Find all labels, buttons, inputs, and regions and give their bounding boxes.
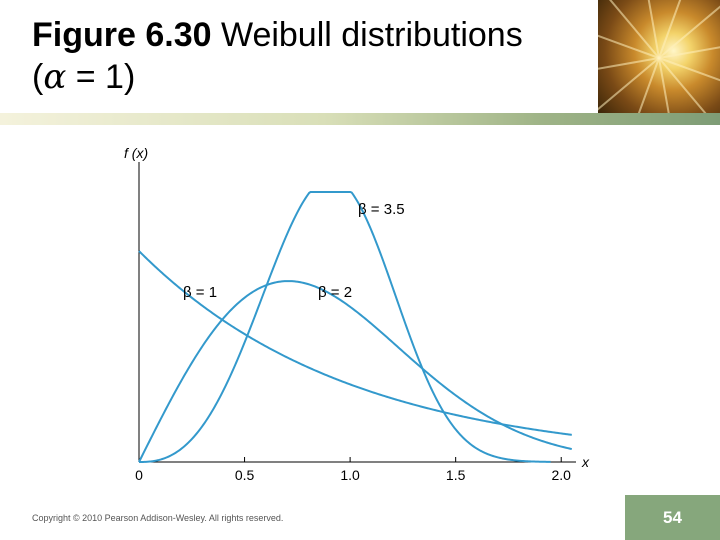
slide-title xyxy=(32,14,592,98)
figure-number: Figure 6.30 xyxy=(32,16,212,54)
x-axis-label: x xyxy=(582,454,589,470)
x-tick-label: 0.5 xyxy=(234,467,255,483)
chart-ticks xyxy=(135,457,571,483)
title-paren-open: ( xyxy=(32,58,44,96)
series-label: β = 2 xyxy=(318,284,353,301)
x-tick-label: 1.5 xyxy=(445,467,466,483)
series-label: β = 1 xyxy=(183,284,218,301)
x-tick-label: 0 xyxy=(135,467,143,483)
title-alpha-symbol: α xyxy=(43,57,67,97)
x-tick-label: 2.0 xyxy=(551,467,571,483)
copyright-notice: Copyright © 2010 Pearson Addison-Wesley. All rights reserved. xyxy=(32,513,284,523)
page-number-badge: 54 xyxy=(625,495,720,540)
weibull-curve xyxy=(139,281,572,462)
series-label: β = 3.5 xyxy=(358,201,405,218)
figure-caption: Weibull distributions xyxy=(211,16,523,54)
title-paren-close: = 1) xyxy=(66,58,136,96)
chart-labels xyxy=(124,145,590,470)
header-divider-band xyxy=(0,113,720,125)
chart-curves xyxy=(139,192,572,462)
decorative-corner-image xyxy=(598,0,720,113)
x-tick-label: 1.0 xyxy=(340,467,360,483)
y-axis-label: f (x) xyxy=(124,145,149,161)
weibull-chart xyxy=(0,130,720,490)
